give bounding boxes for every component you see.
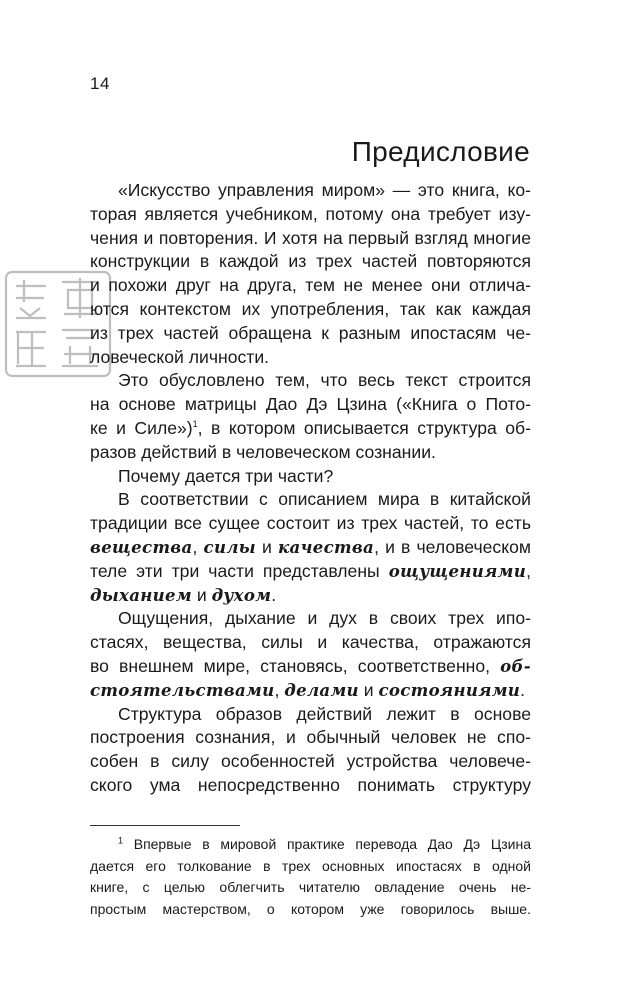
text-line: «Искусство управления миром» — это книга, ко- <box>118 180 531 200</box>
footnote-line: простым мастерством, о котором уже говорилось выше. <box>90 900 531 917</box>
text-line: ловеческой личности. <box>90 346 270 367</box>
text-line <box>90 560 531 584</box>
main-text <box>90 179 531 798</box>
text-line: построения сознания, и обычный человек не спо- <box>90 727 531 748</box>
footnote-line: дается его толкование в трех основных ипостасях в одной <box>90 857 531 874</box>
text-line: и похожи друг на друга, тем не менее они отлича- <box>90 275 531 296</box>
footnote-line <box>90 834 531 856</box>
emphasis-term: силы <box>203 536 256 557</box>
footnote-divider <box>90 825 240 826</box>
text-line: Структура образов действий лежит в основе <box>118 703 531 724</box>
chapter-title: Предисловие <box>351 136 530 167</box>
text-line: на основе матрицы Дао Дэ Цзина («Книга о Пото- <box>90 394 531 415</box>
text-line: собен в силу особенностей устройства человече- <box>90 751 531 772</box>
footnote-marker: 1 <box>118 835 124 846</box>
page-number: 14 <box>90 74 110 93</box>
text-line: традиции все сущее состоит из трех частей, то есть <box>90 513 531 534</box>
text-fragment: ке и Силе») <box>90 417 193 438</box>
emphasis-term: дыханием <box>90 584 192 605</box>
text-line <box>90 679 531 703</box>
emphasis-term: ощущениями <box>388 560 527 581</box>
footnote-line: книге, с целью облегчить читателю овладение очень не- <box>90 879 531 896</box>
text-line: конструкции в каждой из трех частей повторяются <box>90 251 531 272</box>
text-fragment: , и в человеческом <box>374 536 531 557</box>
footnote <box>90 834 531 920</box>
emphasis-term: состояниями <box>378 679 521 700</box>
emphasis-term: делами <box>284 679 359 700</box>
text-fragment: . <box>520 679 526 700</box>
text-line <box>90 584 531 608</box>
text-fragment: Впервые в мировой практике перевода Дао Дэ Цзина <box>123 836 531 852</box>
text-line: чения и повторения. И хотя на первый взгляд многие <box>90 227 531 248</box>
text-fragment: , <box>274 679 285 700</box>
footnote-reference[interactable]: 1 <box>192 419 198 430</box>
text-line: Ощущения, дыхание и дух в своих трех ипо- <box>118 608 531 629</box>
text-line: разов действий в человеческом сознании. <box>90 441 436 462</box>
text-fragment: , <box>192 536 204 557</box>
text-line <box>90 655 531 679</box>
text-fragment: и <box>358 679 379 700</box>
text-fragment: , в котором описывается структура об- <box>197 417 531 438</box>
text-line: ются контекстом их употребления, так как каждая <box>90 298 531 319</box>
text-fragment: и <box>191 584 212 605</box>
text-line <box>90 536 531 560</box>
emphasis-term: стоятельствами <box>90 679 275 700</box>
text-line <box>90 417 531 441</box>
text-fragment: во внешнем мире, становясь, соответственно, <box>90 655 501 676</box>
text-fragment: . <box>271 584 277 605</box>
text-fragment: теле эти три части представлены <box>90 560 389 581</box>
text-line: ского ума непосредственно понимать структуру <box>90 774 531 795</box>
text-line: В соответствии с описанием мира в китайской <box>118 489 531 510</box>
emphasis-term: духом <box>211 584 272 605</box>
emphasis-term: вещества <box>90 536 193 557</box>
text-line: Почему дается три части? <box>118 465 334 486</box>
text-line: торая является учебником, потому она требует изу- <box>90 203 531 224</box>
text-fragment: и <box>255 536 278 557</box>
text-line: Это обусловлено тем, что весь текст строится <box>118 370 531 391</box>
text-fragment: , <box>526 560 531 581</box>
emphasis-term: качества <box>278 536 375 557</box>
emphasis-term: об- <box>500 655 531 676</box>
text-line: из трех частей обращена к разным ипостасям че- <box>90 322 531 343</box>
text-line: стасях, вещества, силы и качества, отражаются <box>90 632 531 653</box>
